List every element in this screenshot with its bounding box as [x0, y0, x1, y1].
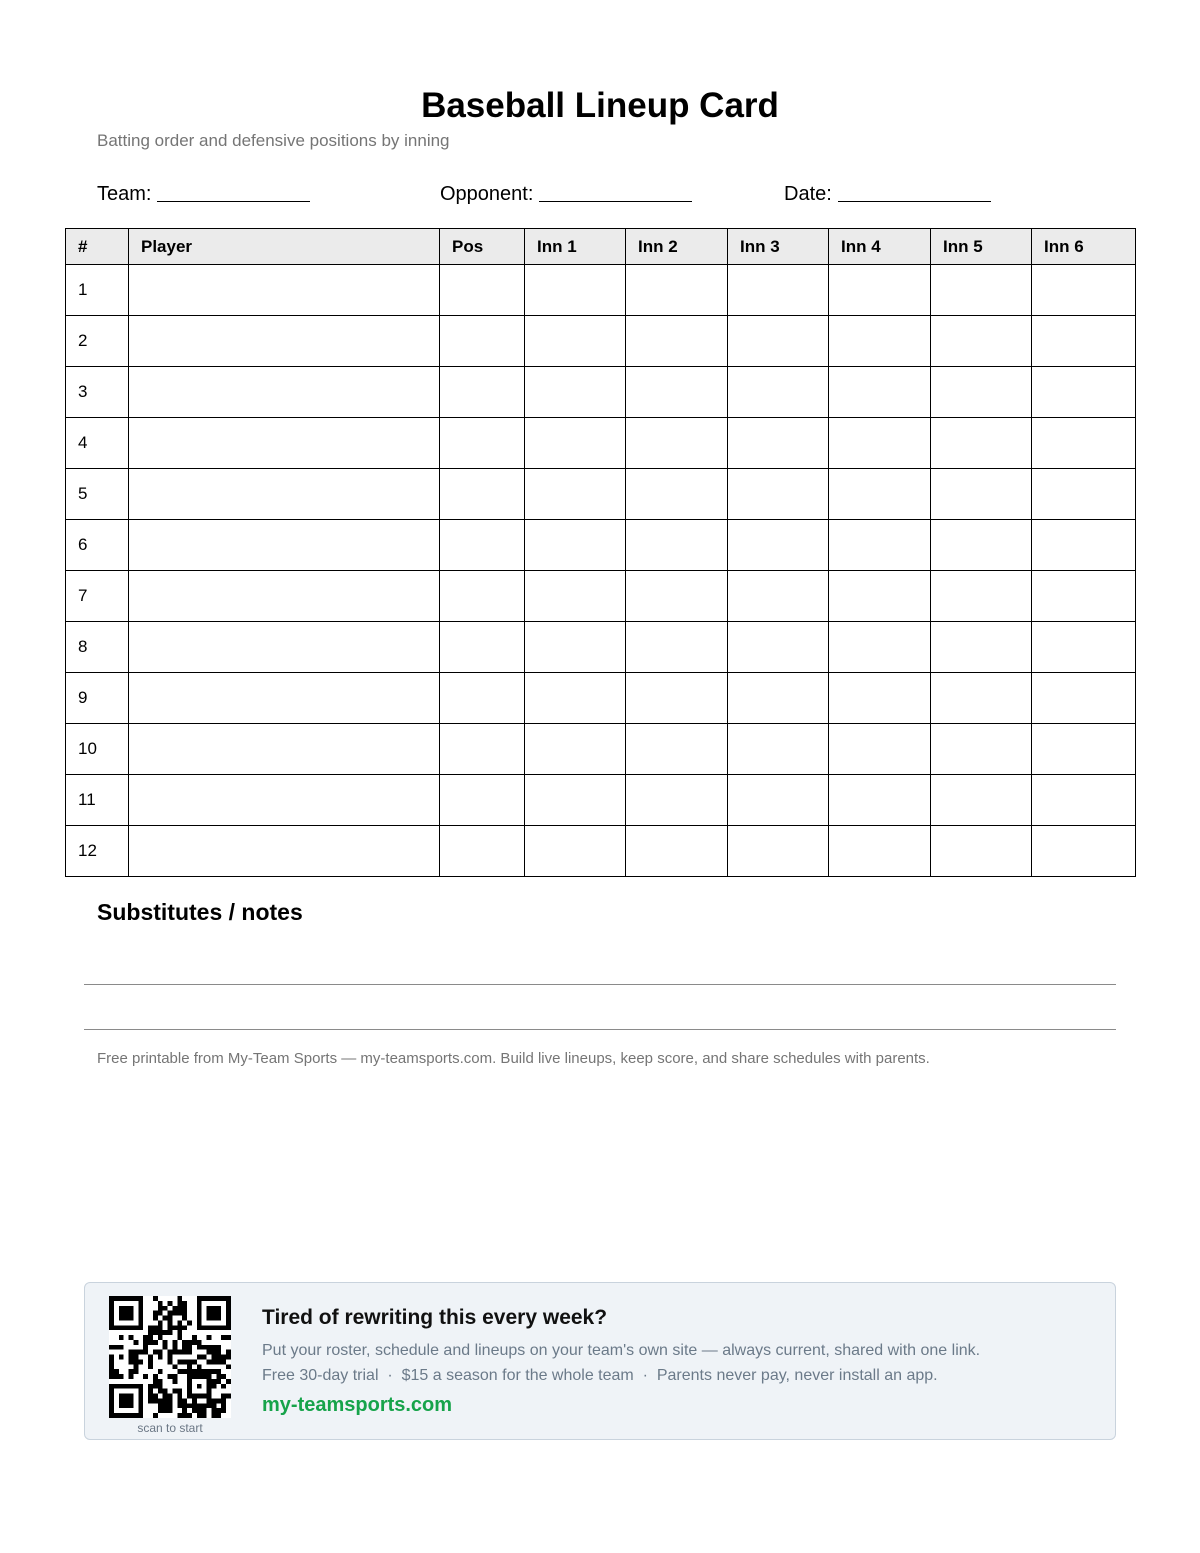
inning-cell[interactable]: [525, 622, 626, 673]
inning-cell[interactable]: [931, 571, 1032, 622]
inning-cell[interactable]: [728, 673, 829, 724]
row-number: 6: [66, 520, 129, 571]
inning-cell[interactable]: [728, 265, 829, 316]
note-line[interactable]: [84, 984, 1116, 985]
inning-cell[interactable]: [931, 418, 1032, 469]
position-cell[interactable]: [440, 724, 525, 775]
player-cell[interactable]: [129, 775, 440, 826]
promo-banner: [84, 1282, 1116, 1440]
date-blank[interactable]: [838, 181, 991, 202]
inning-cell[interactable]: [829, 724, 931, 775]
inning-cell[interactable]: [728, 775, 829, 826]
inning-cell[interactable]: [931, 622, 1032, 673]
inning-cell[interactable]: [829, 826, 931, 877]
player-cell[interactable]: [129, 571, 440, 622]
row-number: 11: [66, 775, 129, 826]
inning-cell[interactable]: [931, 265, 1032, 316]
row-number: 2: [66, 316, 129, 367]
qr-caption: scan to start: [137, 1421, 203, 1435]
inning-cell[interactable]: [525, 571, 626, 622]
inning-cell[interactable]: [525, 775, 626, 826]
position-cell[interactable]: [440, 367, 525, 418]
inning-cell[interactable]: [829, 418, 931, 469]
inning-cell[interactable]: [829, 622, 931, 673]
inning-cell[interactable]: [931, 469, 1032, 520]
row-number: 8: [66, 622, 129, 673]
inning-cell[interactable]: [525, 316, 626, 367]
header-inn-5: Inn 5: [931, 229, 1032, 265]
lineup-table: [65, 228, 1136, 877]
inning-cell[interactable]: [728, 469, 829, 520]
inning-cell[interactable]: [931, 367, 1032, 418]
inning-cell[interactable]: [525, 724, 626, 775]
note-line[interactable]: [84, 1029, 1116, 1030]
inning-cell[interactable]: [626, 775, 728, 826]
position-cell[interactable]: [440, 571, 525, 622]
promo-headline: Tired of rewriting this every week?: [262, 1306, 608, 1329]
inning-cell[interactable]: [525, 418, 626, 469]
table-row: [66, 826, 1136, 877]
inning-cell[interactable]: [626, 724, 728, 775]
inning-cell[interactable]: [1032, 316, 1136, 367]
header-inn-6: Inn 6: [1032, 229, 1136, 265]
row-number: 10: [66, 724, 129, 775]
row-number: 7: [66, 571, 129, 622]
inning-cell[interactable]: [829, 316, 931, 367]
table-row: [66, 571, 1136, 622]
inning-cell[interactable]: [1032, 520, 1136, 571]
inning-cell[interactable]: [1032, 724, 1136, 775]
table-header-row: [66, 229, 1136, 265]
player-cell[interactable]: [129, 622, 440, 673]
inning-cell[interactable]: [829, 571, 931, 622]
inning-cell[interactable]: [1032, 265, 1136, 316]
inning-cell[interactable]: [931, 520, 1032, 571]
inning-cell[interactable]: [1032, 622, 1136, 673]
player-cell[interactable]: [129, 673, 440, 724]
player-cell[interactable]: [129, 367, 440, 418]
row-number: 1: [66, 265, 129, 316]
team-blank[interactable]: [157, 181, 310, 202]
inning-cell[interactable]: [829, 469, 931, 520]
inning-cell[interactable]: [626, 622, 728, 673]
inning-cell[interactable]: [728, 622, 829, 673]
inning-cell[interactable]: [728, 571, 829, 622]
inning-cell[interactable]: [728, 724, 829, 775]
opponent-label: Opponent:: [440, 183, 534, 205]
inning-cell[interactable]: [626, 571, 728, 622]
table-row: [66, 673, 1136, 724]
row-number: 5: [66, 469, 129, 520]
date-field[interactable]: [784, 179, 991, 206]
inning-cell[interactable]: [829, 520, 931, 571]
page-subtitle: Batting order and defensive positions by inning: [97, 131, 450, 150]
player-cell[interactable]: [129, 316, 440, 367]
promo-pricing: Free 30-day trial · $15 a season for the whole team · Parents never pay, never install an app.: [262, 1367, 938, 1384]
header-inn-4: Inn 4: [829, 229, 931, 265]
row-number: 9: [66, 673, 129, 724]
inning-cell[interactable]: [931, 316, 1032, 367]
inning-cell[interactable]: [931, 724, 1032, 775]
inning-cell[interactable]: [525, 673, 626, 724]
position-cell[interactable]: [440, 469, 525, 520]
inning-cell[interactable]: [525, 469, 626, 520]
inning-cell[interactable]: [525, 265, 626, 316]
inning-cell[interactable]: [1032, 673, 1136, 724]
player-cell[interactable]: [129, 265, 440, 316]
player-cell[interactable]: [129, 724, 440, 775]
inning-cell[interactable]: [626, 673, 728, 724]
row-number: 4: [66, 418, 129, 469]
inning-cell[interactable]: [1032, 418, 1136, 469]
team-label: Team:: [97, 183, 152, 205]
table-row: [66, 469, 1136, 520]
position-cell[interactable]: [440, 826, 525, 877]
table-row: [66, 775, 1136, 826]
inning-cell[interactable]: [829, 265, 931, 316]
qr-code-icon[interactable]: [109, 1296, 231, 1418]
row-number: 12: [66, 826, 129, 877]
inning-cell[interactable]: [931, 826, 1032, 877]
header-player: Player: [129, 229, 440, 265]
inning-cell[interactable]: [626, 367, 728, 418]
table-row: [66, 520, 1136, 571]
table-row: [66, 622, 1136, 673]
inning-cell[interactable]: [728, 520, 829, 571]
footer-text: Free printable from My-Team Sports — my-teamsports.com. Build live lineups, keep score, and share schedules with parents.: [97, 1050, 930, 1067]
team-field[interactable]: [97, 179, 310, 206]
promo-link[interactable]: my-teamsports.com: [262, 1394, 453, 1416]
inning-cell[interactable]: [829, 367, 931, 418]
inning-cell[interactable]: [626, 316, 728, 367]
inning-cell[interactable]: [728, 367, 829, 418]
position-cell[interactable]: [440, 775, 525, 826]
inning-cell[interactable]: [525, 520, 626, 571]
position-cell[interactable]: [440, 622, 525, 673]
inning-cell[interactable]: [626, 265, 728, 316]
position-cell[interactable]: [440, 316, 525, 367]
opponent-blank[interactable]: [539, 181, 692, 202]
inning-cell[interactable]: [1032, 571, 1136, 622]
page-title: Baseball Lineup Card: [421, 86, 779, 125]
table-row: [66, 367, 1136, 418]
date-label: Date:: [784, 183, 832, 205]
inning-cell[interactable]: [1032, 826, 1136, 877]
header-number: #: [66, 229, 129, 265]
header-pos: Pos: [440, 229, 525, 265]
position-cell[interactable]: [440, 418, 525, 469]
inning-cell[interactable]: [829, 673, 931, 724]
inning-cell[interactable]: [728, 418, 829, 469]
row-number: 3: [66, 367, 129, 418]
inning-cell[interactable]: [728, 316, 829, 367]
position-cell[interactable]: [440, 520, 525, 571]
position-cell[interactable]: [440, 673, 525, 724]
inning-cell[interactable]: [626, 469, 728, 520]
promo-description: Put your roster, schedule and lineups on your team's own site — always current, shared with one link.: [262, 1342, 981, 1359]
header-inn-1: Inn 1: [525, 229, 626, 265]
inning-cell[interactable]: [525, 826, 626, 877]
inning-cell[interactable]: [728, 826, 829, 877]
inning-cell[interactable]: [829, 775, 931, 826]
table-row: [66, 316, 1136, 367]
inning-cell[interactable]: [1032, 775, 1136, 826]
table-row: [66, 265, 1136, 316]
inning-cell[interactable]: [525, 367, 626, 418]
notes-heading: Substitutes / notes: [97, 899, 303, 925]
inning-cell[interactable]: [1032, 469, 1136, 520]
header-inn-3: Inn 3: [728, 229, 829, 265]
player-cell[interactable]: [129, 520, 440, 571]
inning-cell[interactable]: [931, 673, 1032, 724]
inning-cell[interactable]: [626, 520, 728, 571]
player-cell[interactable]: [129, 418, 440, 469]
inning-cell[interactable]: [626, 418, 728, 469]
header-inn-2: Inn 2: [626, 229, 728, 265]
position-cell[interactable]: [440, 265, 525, 316]
table-row: [66, 724, 1136, 775]
table-row: [66, 418, 1136, 469]
opponent-field[interactable]: [440, 179, 692, 206]
inning-cell[interactable]: [626, 826, 728, 877]
inning-cell[interactable]: [931, 775, 1032, 826]
player-cell[interactable]: [129, 469, 440, 520]
inning-cell[interactable]: [1032, 367, 1136, 418]
player-cell[interactable]: [129, 826, 440, 877]
